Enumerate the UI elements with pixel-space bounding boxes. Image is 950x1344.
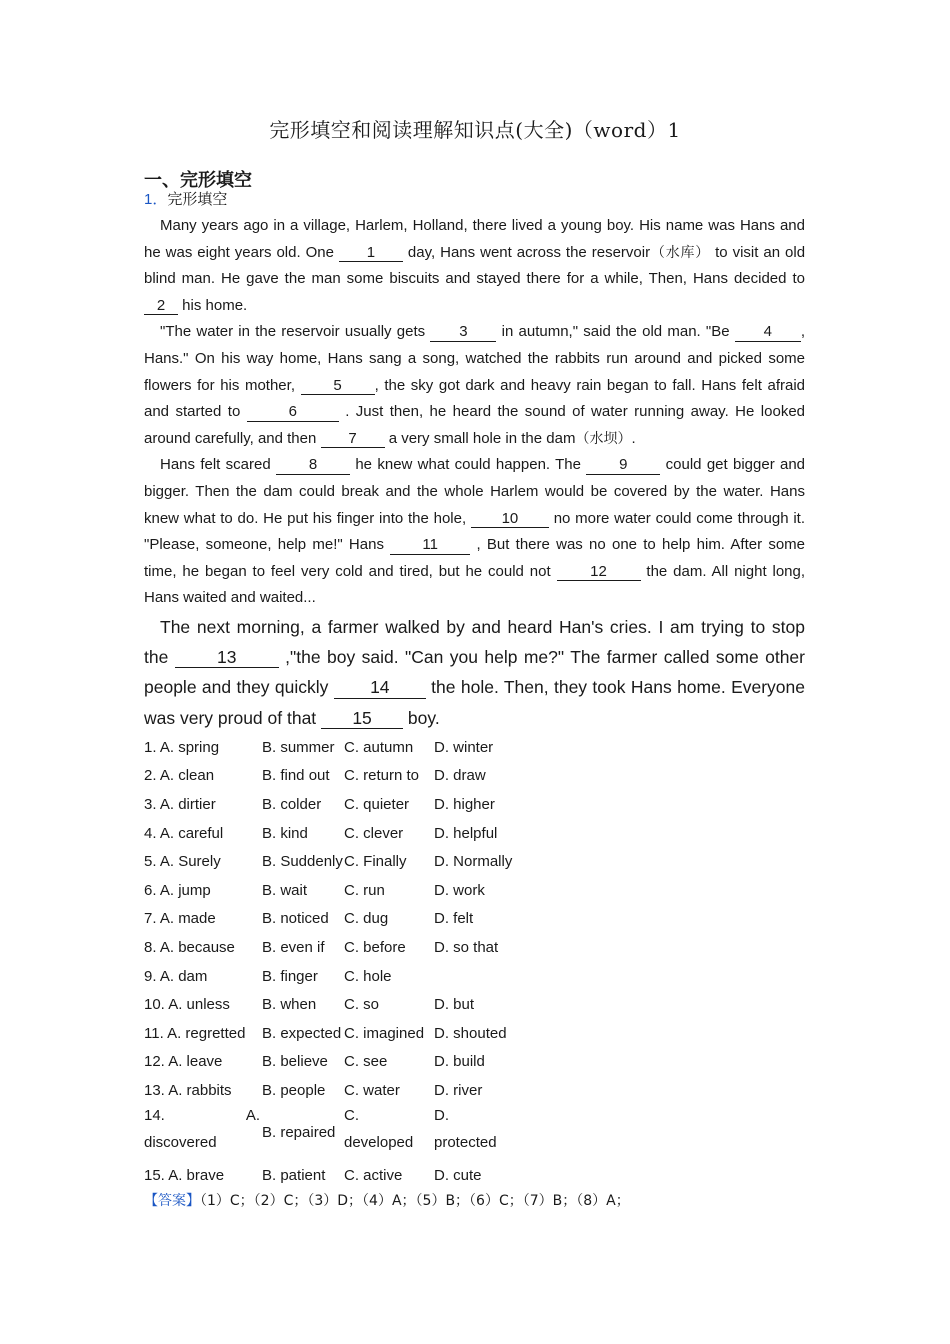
- passage-paragraph-1: [144, 213, 805, 319]
- passage-text: ,"the boy said. "Can you help me?" The farmer called some other people and they quickly: [144, 647, 805, 698]
- option-b: B. finger: [262, 967, 318, 985]
- passage-text: boy.: [407, 707, 440, 728]
- option-c: C. dug: [344, 910, 389, 928]
- passage-text: , the sky got dark and heavy rain began to fall. Hans felt afraid and started to: [144, 376, 805, 421]
- blank-3: 3: [430, 324, 496, 342]
- option-row-9: [144, 962, 805, 991]
- option-b: B. wait: [262, 881, 308, 899]
- passage-text: could get bigger and bigger. Then the dam could break and the whole Harlem would be covered by the water. Hans knew what to do. He put his finger into the hole,: [144, 456, 806, 527]
- blank-4: 4: [735, 324, 801, 342]
- passage-gloss: （水坝）: [575, 430, 632, 447]
- passage-text: Many years ago in a village, Harlem, Holland, there lived a young boy. His name was Hans and he was eight years old. One: [144, 217, 805, 261]
- option-c: C. active: [344, 1166, 403, 1184]
- option-a: 7. A. made: [144, 910, 216, 928]
- option-a: 13. A. rabbits: [144, 1081, 232, 1099]
- blank-9: 9: [586, 457, 660, 475]
- option-d: D. draw: [434, 767, 486, 785]
- passage-text: he knew what could happen. The: [355, 456, 581, 474]
- option-b: B. people: [262, 1081, 326, 1099]
- option-a: 4. A. careful: [144, 824, 224, 842]
- passage-text: . Just then, he heard the sound of water running away. He looked around carefully, and then: [144, 403, 805, 447]
- cloze-passage: [144, 213, 805, 733]
- option-row-1: [144, 733, 805, 762]
- blank-12: 12: [557, 564, 641, 582]
- answer-line: [144, 1190, 824, 1210]
- option-c: C. quieter: [344, 795, 410, 813]
- passage-gloss: （水库）: [650, 244, 711, 261]
- option-b: B. colder: [262, 795, 322, 813]
- option-letter: C.: [344, 1106, 359, 1124]
- blank-2: 2: [144, 298, 178, 316]
- blank-5: 5: [301, 378, 375, 396]
- document-title: 完形填空和阅读理解知识点(大全)（word）1: [269, 118, 681, 142]
- option-number: 14.: [144, 1106, 165, 1124]
- blank-8: 8: [276, 457, 350, 475]
- option-word: developed: [344, 1133, 414, 1151]
- blank-10: 10: [471, 511, 549, 529]
- question-number: 1．: [144, 191, 168, 208]
- option-letter: D.: [434, 1106, 449, 1124]
- option-c: C. hole: [344, 967, 392, 985]
- passage-text: the hole. Then, they took Hans home. Everyone was very proud of that: [144, 677, 806, 728]
- passage-text: in autumn," said the old man. "Be: [501, 323, 730, 341]
- option-row-2: [144, 762, 805, 791]
- option-b: B. expected: [262, 1024, 342, 1042]
- question-title: 完形填空: [167, 190, 228, 208]
- option-a: 6. A. jump: [144, 881, 211, 899]
- blank-14: 14: [334, 678, 426, 698]
- option-c: C. return to: [344, 767, 420, 785]
- option-row-13: [144, 1076, 805, 1105]
- blank-13: 13: [175, 648, 279, 668]
- option-a: 12. A. leave: [144, 1053, 223, 1071]
- option-row-3: [144, 790, 805, 819]
- option-b: B. patient: [262, 1166, 326, 1184]
- option-row-6: [144, 876, 805, 905]
- option-a: 9. A. dam: [144, 967, 208, 985]
- blank-7: 7: [321, 431, 385, 449]
- option-row-8: [144, 933, 805, 962]
- option-row-12: [144, 1048, 805, 1077]
- passage-text: , But there was no one to help him. After some time, he began to feel very cold and tired, but he could not: [144, 536, 806, 580]
- option-d: D. cute: [434, 1166, 482, 1184]
- option-row-15: [144, 1161, 805, 1190]
- option-d: D. work: [434, 881, 485, 899]
- option-b: B. believe: [262, 1053, 328, 1071]
- option-c: C. see: [344, 1053, 388, 1071]
- option-word: discovered: [144, 1133, 217, 1151]
- option-b: B. when: [262, 996, 317, 1014]
- option-d: D. shouted: [434, 1024, 507, 1042]
- passage-paragraph-4: [144, 612, 805, 733]
- option-d: D. winter: [434, 738, 494, 756]
- passage-text: the dam. All night long, Hans waited and waited...: [144, 562, 806, 607]
- option-a: 8. A. because: [144, 938, 235, 956]
- option-word: protected: [434, 1133, 497, 1151]
- option-c: C. water: [344, 1081, 400, 1099]
- passage-text: Hans felt scared: [160, 456, 271, 474]
- option-a: 1. A. spring: [144, 738, 220, 756]
- passage-text: .: [631, 429, 636, 447]
- option-a: 2. A. clean: [144, 767, 215, 785]
- option-letter: A.: [245, 1106, 260, 1124]
- option-d: D. Normally: [434, 853, 513, 871]
- option-d: D. build: [434, 1053, 485, 1071]
- option-b: B. kind: [262, 824, 308, 842]
- option-row-11: [144, 1019, 805, 1048]
- passage-text: "The water in the reservoir usually gets: [160, 323, 426, 341]
- passage-text: a very small hole in the dam: [388, 429, 576, 447]
- option-row-14: [144, 1105, 805, 1161]
- option-c: C. autumn: [344, 738, 414, 756]
- option-b: B. Suddenly: [262, 853, 343, 871]
- option-d: D. but: [434, 996, 475, 1014]
- option-d: D. river: [434, 1081, 483, 1099]
- option-c: C. so: [344, 996, 380, 1014]
- answer-text: （1）C；（2）C；（3）D；（4）A；（5）B；（6）C；（7）B；（8）A；: [200, 1193, 630, 1209]
- option-a: 11. A. regretted: [144, 1024, 246, 1042]
- option-row-4: [144, 819, 805, 848]
- passage-text: day, Hans went across the reservoir: [407, 243, 651, 261]
- option-c: C. clever: [344, 824, 404, 842]
- option-d: D. helpful: [434, 824, 498, 842]
- passage-text: to visit an old blind man. He gave the man some biscuits and stayed there for a while, Then, Hans decided to: [144, 243, 806, 288]
- passage-text: The next morning, a farmer walked by and heard Han's cries. I am trying to stop the: [144, 616, 805, 668]
- option-row-7: [144, 905, 805, 934]
- passage-paragraph-3: [144, 452, 805, 612]
- option-c: C. before: [344, 938, 406, 956]
- option-a: 10. A. unless: [144, 996, 230, 1014]
- option-b: B. summer: [262, 738, 335, 756]
- option-b: B. noticed: [262, 910, 329, 928]
- option-d: D. felt: [434, 910, 474, 928]
- options-table: [144, 733, 805, 1189]
- option-b: B. find out: [262, 767, 330, 785]
- section-heading: 一、完形填空: [144, 170, 252, 191]
- passage-text: his home.: [182, 296, 248, 314]
- option-row-5: [144, 847, 805, 876]
- option-a: 15. A. brave: [144, 1166, 225, 1184]
- passage-paragraph-2: [144, 319, 805, 452]
- option-d: D. so that: [434, 938, 499, 956]
- blank-6: 6: [247, 404, 339, 422]
- option-c: [344, 1105, 434, 1161]
- blank-1: 1: [339, 245, 403, 263]
- option-a: 5. A. Surely: [144, 853, 221, 871]
- answer-label: 【答案】: [144, 1193, 200, 1209]
- option-d: [434, 1105, 554, 1161]
- option-c: C. run: [344, 881, 385, 899]
- passage-text: , Hans." On his way home, Hans sang a song, watched the rabbits run around and picked some flowers for his mother,: [144, 323, 806, 394]
- option-row-10: [144, 990, 805, 1019]
- option-b: B. even if: [262, 938, 325, 956]
- option-a: [144, 1105, 262, 1161]
- blank-15: 15: [321, 709, 403, 729]
- option-b: B. repaired: [262, 1124, 336, 1142]
- option-c: C. imagined: [344, 1024, 425, 1042]
- passage-text: no more water could come through it. "Please, someone, help me!" Hans: [144, 509, 805, 554]
- blank-11: 11: [390, 537, 470, 555]
- question-header: [144, 188, 227, 209]
- option-a: 3. A. dirtier: [144, 795, 216, 813]
- option-c: C. Finally: [344, 853, 407, 871]
- option-d: D. higher: [434, 795, 495, 813]
